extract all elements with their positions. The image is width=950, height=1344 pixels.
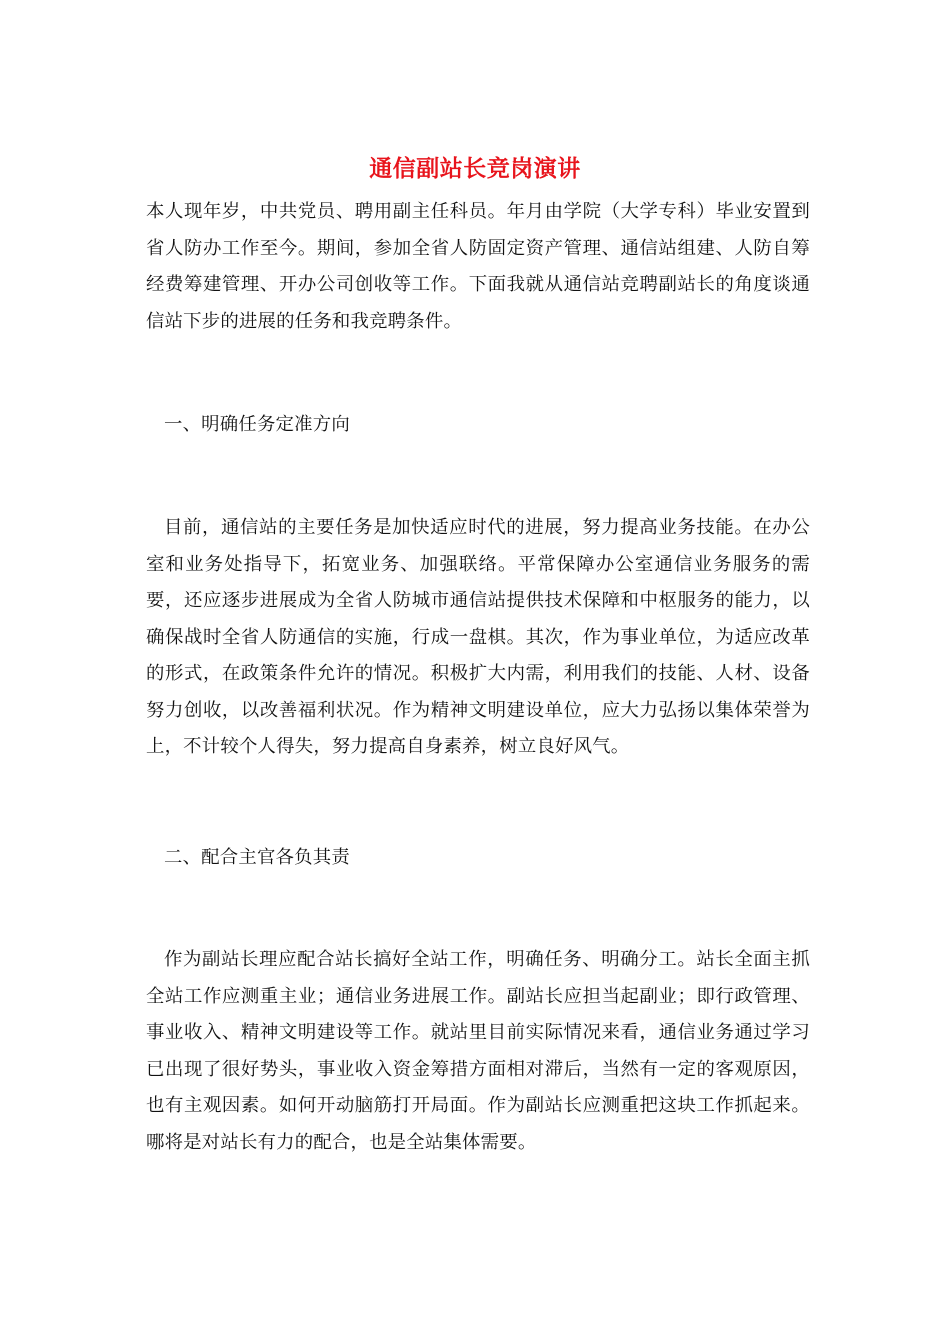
document-title: 通信副站长竞岗演讲: [369, 155, 581, 182]
intro-paragraph: 本人现年岁，中共党员、聘用副主任科员。年月由学院（大学专科）毕业安置到省人防办工作至今。期间，参加全省人防固定资产管理、通信站组建、人防自筹经费筹建管理、开办公司创收等工作。下面我就从通信站竞聘副站长的角度谈通信站下步的进展的任务和我竞聘条件。: [146, 201, 810, 332]
section-heading-1: 一、明确任务定准方向: [164, 414, 350, 435]
section-heading-2: 二、配合主官各负其责: [164, 847, 350, 868]
section-1-paragraph: 目前，通信站的主要任务是加快适应时代的进展，努力提高业务技能。在办公室和业务处指导下，拓宽业务、加强联络。平常保障办公室通信业务服务的需要，还应逐步进展成为全省人防城市通信站提供技术保障和中枢服务的能力，以确保战时全省人防通信的实施，行成一盘棋。其次，作为事业单位，为适应改革的形式，在政策条件允许的情况。积极扩大内需，利用我们的技能、人材、设备努力创收，以改善福利状况。作为精神文明建设单位，应大力弘扬以集体荣誉为上，不计较个人得失，努力提高自身素养，树立良好风气。: [146, 517, 810, 757]
section-2-paragraph: 作为副站长理应配合站长搞好全站工作，明确任务、明确分工。站长全面主抓全站工作应测重主业；通信业务进展工作。副站长应担当起副业；即行政管理、事业收入、精神文明建设等工作。就站里目前实际情况来看，通信业务通过学习已出现了很好势头，事业收入资金筹措方面相对滞后，当然有一定的客观原因，也有主观因素。如何开动脑筋打开局面。作为副站长应测重把这块工作抓起来。哪将是对站长有力的配合，也是全站集体需要。: [146, 949, 810, 1153]
